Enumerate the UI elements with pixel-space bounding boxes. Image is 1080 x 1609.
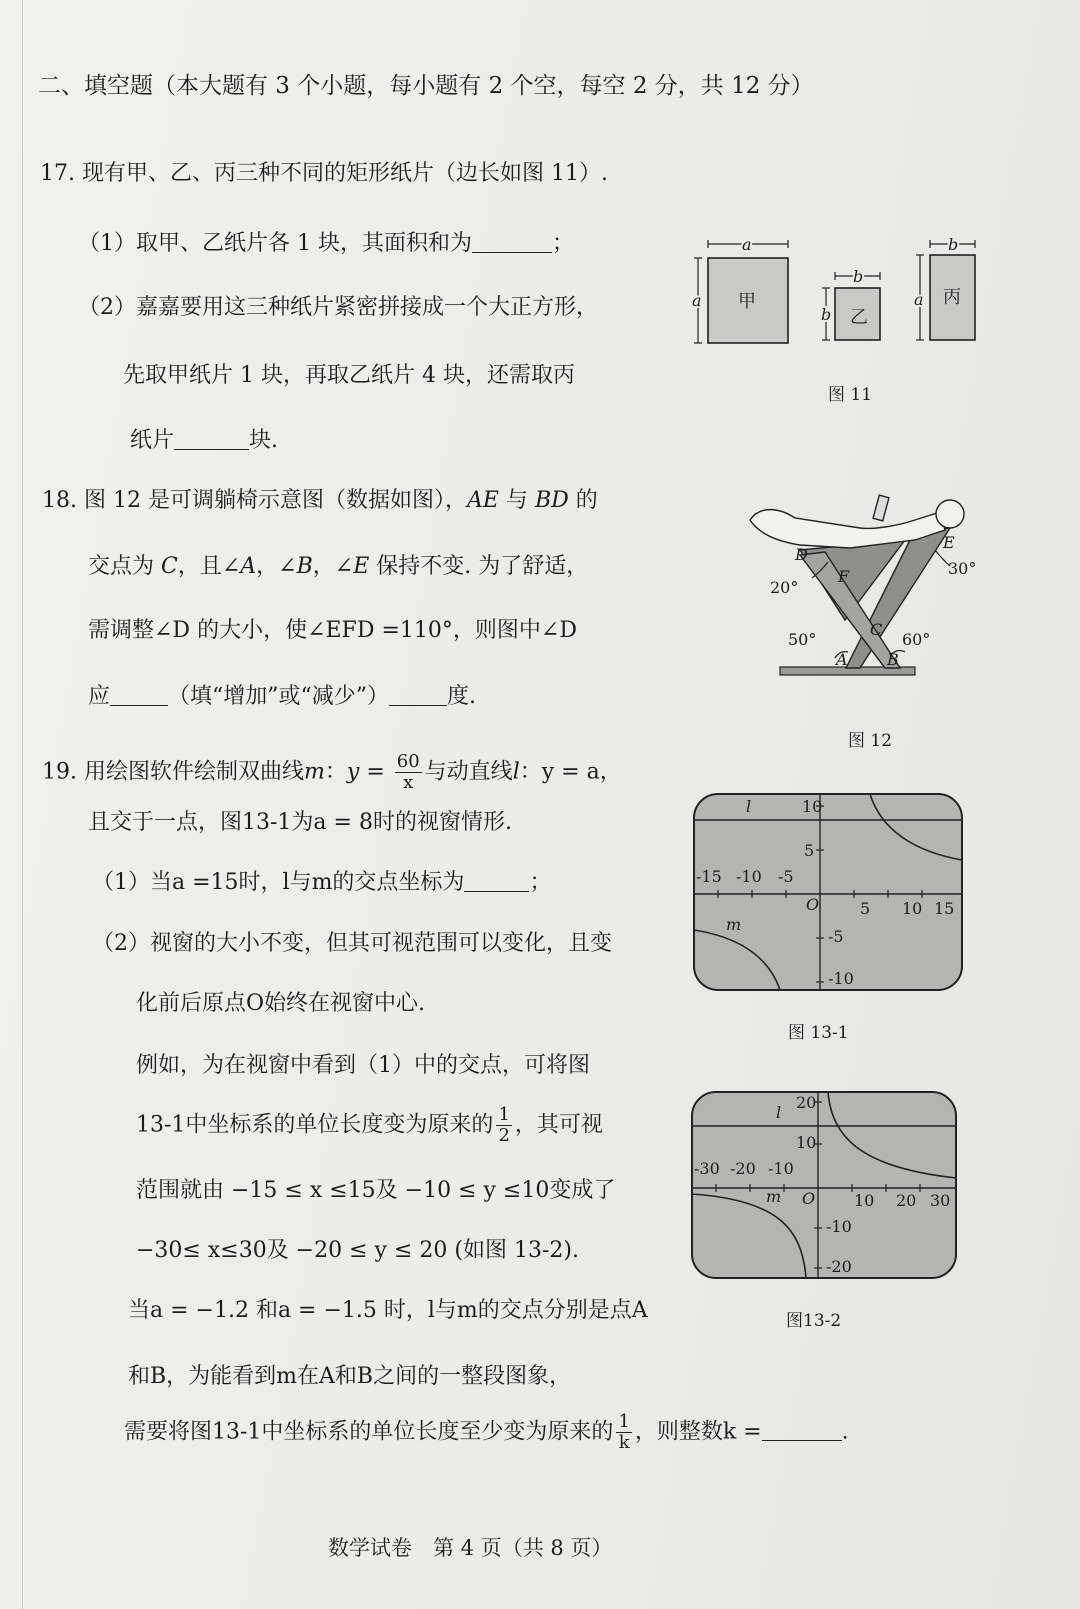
q17-stem: 现有甲、乙、丙三种不同的矩形纸片（边长如图 11）. (82, 161, 608, 186)
figure-13-2-caption: 图13-2 (786, 1311, 842, 1331)
x2-tick-10: 10 (854, 1191, 875, 1210)
q19-line1-pre: 用绘图软件绘制双曲线 (84, 759, 305, 785)
x-tick-neg5: -5 (778, 867, 794, 886)
q19-example-line2 (136, 1105, 603, 1146)
label-jia: 甲 (738, 291, 756, 312)
q18-ae: AE (466, 488, 499, 513)
q19-half-num: 1 (498, 1104, 510, 1125)
q19-k-num: 1 (618, 1411, 630, 1432)
q17-stem-line (40, 163, 608, 185)
y-tick-10: 10 (802, 797, 823, 816)
q19-fraction-1-k (616, 1412, 631, 1453)
q19-k-den: k (618, 1431, 630, 1453)
page-fold-line (22, 0, 23, 1609)
label-B: B (887, 650, 899, 669)
q19-example-line3: 范围就由 −15 ≤ x ≤15及 −10 ≤ y ≤10变成了 (136, 1178, 616, 1203)
q17-part1 (78, 233, 574, 255)
q19-line2: 且交于一点，图13-1为a = 8时的视窗情形. (88, 810, 512, 835)
q19-m: m (304, 759, 325, 785)
y2-tick-neg10: -10 (826, 1217, 852, 1236)
y-tick-neg5: -5 (828, 927, 844, 946)
q18-line1-mid: 与 (498, 488, 535, 513)
page-footer: 数学试卷 第 4 页（共 8 页） (328, 1536, 613, 1560)
q19-part1-text: （1）当a =15时，l与m的交点坐标为 (92, 870, 465, 895)
q18-bd: BD (534, 488, 569, 513)
y2-tick-neg20: -20 (826, 1257, 852, 1276)
q17-part1-end: ； (551, 231, 574, 256)
figure-12 (740, 490, 990, 705)
x2-tick-neg10: -10 (768, 1159, 794, 1178)
q19-eq: = (359, 759, 392, 785)
q18-line2-mid2: ，∠ (256, 554, 297, 579)
q19-line1-tail: y = a， (541, 759, 622, 785)
q19-line1-mid: 与动直线 (424, 759, 513, 785)
label-a-top: a (742, 235, 752, 254)
q19-part1 (92, 872, 551, 894)
x-tick-15: 15 (934, 899, 955, 918)
q17-blank-2[interactable] (174, 449, 249, 450)
q17-part1-text: （1）取甲、乙纸片各 1 块，其面积和为 (78, 231, 472, 256)
label-C: C (870, 620, 883, 639)
q19-part2-line1: （2）视窗的大小不变，但其可视范围可以变化，且变 (92, 931, 612, 956)
q17-part2-line1: （2）嘉嘉要用这三种纸片紧密拼接成一个大正方形， (78, 295, 598, 320)
book (873, 495, 889, 521)
origin-label: O (806, 895, 820, 914)
section-title: 二、填空题 (38, 73, 153, 99)
q17-part2-line2: 先取甲纸片 1 块，再取乙纸片 4 块，还需取丙 (123, 363, 575, 388)
q19-part1-end: ； (529, 870, 552, 895)
q17-part2-line3 (130, 430, 278, 452)
q17-blank-1[interactable] (472, 252, 552, 253)
x-tick-neg10: -10 (736, 867, 762, 886)
q19-blank-k[interactable] (762, 1440, 842, 1441)
q18-line2 (88, 556, 588, 578)
label-b-top: b (853, 267, 864, 286)
label-30deg: 30° (948, 559, 977, 578)
q18-number: 18. (42, 488, 77, 513)
label-yi: 乙 (850, 307, 868, 328)
label-20deg: 20° (770, 578, 799, 597)
q19-colon: ： (324, 759, 347, 785)
section-heading (38, 75, 814, 98)
origin-label-2: O (802, 1189, 816, 1208)
figure-13-1 (692, 792, 964, 992)
q18-line4 (88, 686, 476, 708)
label-l: l (746, 797, 752, 816)
x-tick-5: 5 (860, 899, 871, 918)
label-b-top-2: b (948, 235, 959, 254)
q18-blank-2[interactable] (389, 705, 447, 706)
q18-line1-text: 图 12 是可调躺椅示意图（数据如图）， (84, 488, 467, 513)
q19-ex2-end: ，其可视 (514, 1112, 603, 1138)
q19-line-ab: 当a = −1.2 和a = −1.5 时，l与m的交点分别是点A (128, 1298, 648, 1323)
q18-line2-mid3: ，∠ (312, 554, 354, 579)
q19-final-line (124, 1412, 849, 1453)
y2-tick-10: 10 (796, 1133, 817, 1152)
y2-tick-20: 20 (796, 1093, 817, 1112)
label-bing: 丙 (943, 287, 961, 308)
label-E: E (943, 533, 955, 552)
q19-fraction-60-x (395, 752, 422, 793)
q19-ex7-pre: 需要将图13-1中坐标系的单位长度至少变为原来的 (124, 1419, 614, 1445)
label-50deg: 50° (788, 630, 817, 649)
q18-c: C (161, 554, 178, 579)
q17-part2-end: 块. (249, 428, 279, 453)
x-tick-neg15: -15 (696, 867, 722, 886)
q18-e: E (353, 554, 370, 579)
figure-13-2 (690, 1090, 958, 1280)
q19-l: l (512, 759, 520, 785)
q18-blank-1[interactable] (110, 705, 168, 706)
q19-number: 19. (42, 759, 77, 785)
q19-y: y (346, 759, 360, 785)
q18-a: A (240, 554, 257, 579)
x2-tick-neg30: -30 (694, 1159, 720, 1178)
q18-line2-end: 保持不变. 为了舒适， (369, 554, 589, 579)
q19-ex7-end: . (841, 1419, 849, 1445)
q17-part2-text: 纸片 (130, 428, 175, 453)
q18-line4-a: 应 (88, 684, 111, 709)
y-tick-neg10: -10 (828, 969, 854, 988)
q19-example-line1: 例如，为在视窗中看到（1）中的交点，可将图 (136, 1053, 590, 1078)
label-m-2: m (766, 1187, 782, 1206)
q19-part2-line2: 化前后原点O始终在视窗中心. (136, 991, 426, 1016)
x2-tick-20: 20 (896, 1191, 917, 1210)
q19-colon2: ： (519, 759, 542, 785)
q19-blank-1[interactable] (464, 891, 529, 892)
q18-b: B (296, 554, 313, 579)
label-m: m (726, 915, 742, 934)
q18-line1-end: 的 (568, 488, 598, 513)
figure-11-caption: 图 11 (828, 385, 873, 405)
q19-fraction-half (496, 1105, 511, 1146)
q19-ex7-mid: ，则整数k = (634, 1419, 762, 1445)
label-F: F (838, 567, 850, 586)
section-note: （本大题有 3 个小题，每小题有 2 个空，每空 2 分，共 12 分） (153, 73, 814, 99)
q19-line-segment: 和B，为能看到m在A和B之间的一整段图象， (128, 1364, 572, 1389)
x2-tick-30: 30 (930, 1191, 951, 1210)
label-a-left-2: a (914, 290, 924, 309)
figure-13-1-caption: 图 13-1 (788, 1023, 849, 1043)
figure-12-caption: 图 12 (848, 731, 893, 751)
figure-11 (690, 230, 990, 360)
x-tick-10: 10 (902, 899, 923, 918)
q19-frac-num: 60 (396, 751, 420, 772)
label-D: D (795, 545, 808, 564)
q19-frac-den: x (403, 771, 414, 793)
q18-line1 (42, 490, 598, 512)
label-l-2: l (776, 1103, 782, 1122)
q18-line4-b: （填“增加”或“减少”） (168, 684, 390, 709)
q18-line2-pre: 交点为 (88, 554, 161, 579)
label-a-left: a (692, 291, 702, 310)
x2-tick-neg20: -20 (730, 1159, 756, 1178)
q18-line3: 需调整∠D 的大小，使∠EFD =110°，则图中∠D (88, 618, 577, 643)
label-b-left: b (821, 305, 832, 324)
person-head (936, 500, 964, 528)
q18-line2-mid: ，且∠ (177, 554, 241, 579)
q19-example-line4: −30≤ x≤30及 −20 ≤ y ≤ 20 (如图 13-2). (136, 1238, 579, 1263)
q19-ex2-pre: 13-1中坐标系的单位长度变为原来的 (136, 1112, 494, 1138)
y-tick-5: 5 (804, 841, 815, 860)
q18-line4-c: 度. (447, 684, 477, 709)
q19-line1 (42, 752, 622, 793)
q17-number: 17. (40, 161, 75, 186)
q19-half-den: 2 (498, 1124, 510, 1146)
window-frame-2 (692, 1092, 956, 1278)
label-A: A (836, 650, 848, 669)
label-60deg: 60° (902, 630, 931, 649)
